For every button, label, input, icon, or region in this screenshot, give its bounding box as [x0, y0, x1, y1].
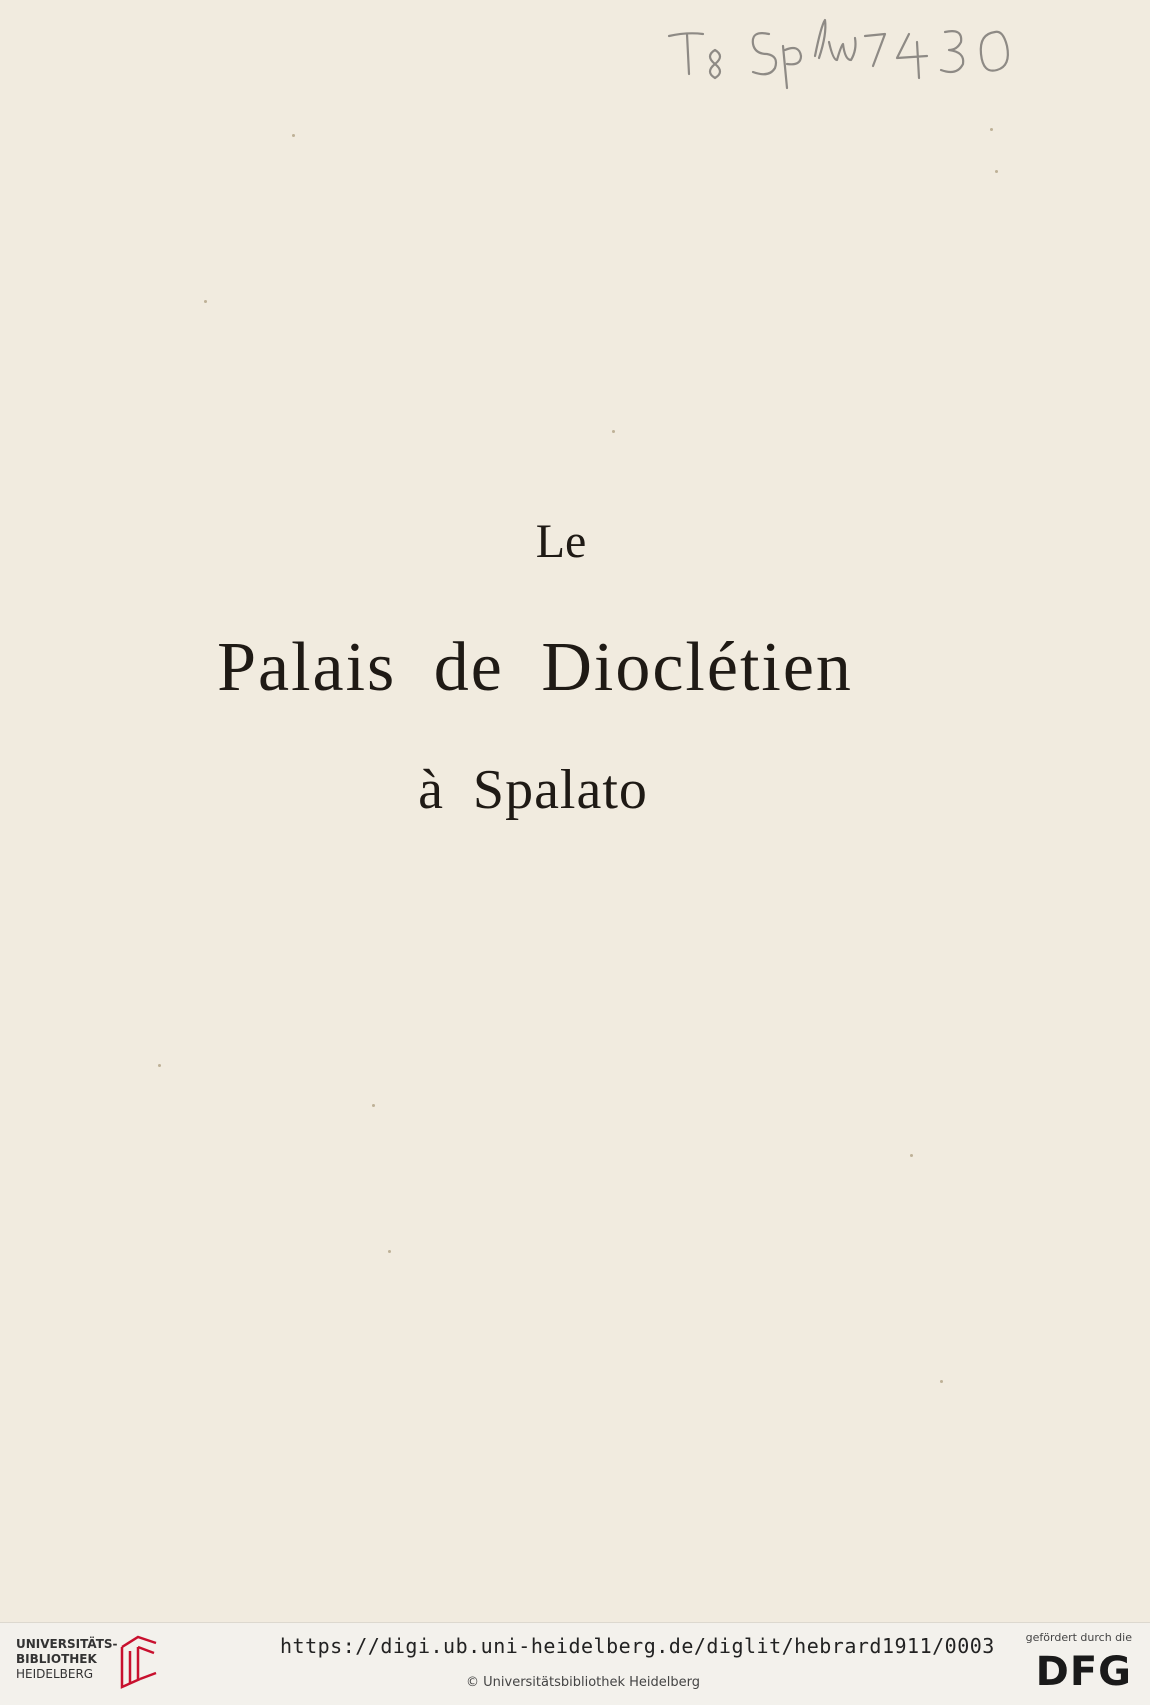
paper-speck — [372, 1104, 375, 1107]
paper-speck — [388, 1250, 391, 1253]
library-name-line2: BIBLIOTHEK — [16, 1652, 97, 1666]
paper-speck — [204, 300, 207, 303]
dfg-funding[interactable] — [1012, 1631, 1132, 1697]
title-sub: à Spalato — [418, 759, 648, 821]
title-main: Palais de Dioclétien — [217, 629, 853, 706]
viewer-footer — [0, 1622, 1150, 1705]
university-library-logo[interactable] — [16, 1633, 166, 1695]
copyright-notice: © Universitätsbibliothek Heidelberg — [466, 1675, 701, 1690]
dfg-logo: DFG — [1035, 1649, 1132, 1695]
paper-speck — [292, 134, 295, 137]
paper-speck — [995, 170, 998, 173]
paper-speck — [910, 1154, 913, 1157]
funded-by-caption: gefördert durch die — [1025, 1631, 1132, 1644]
paper-speck — [990, 128, 993, 131]
library-name-line1: UNIVERSITÄTS- — [16, 1637, 118, 1651]
paper-speck — [158, 1064, 161, 1067]
handwritten-shelfmark — [665, 12, 1105, 102]
paper-speck — [612, 430, 615, 433]
library-name-line3: HEIDELBERG — [16, 1667, 94, 1681]
library-name — [16, 1637, 118, 1682]
page-url-link[interactable]: https://digi.ub.uni-heidelberg.de/diglit/hebrard1911/0003 — [280, 1634, 995, 1658]
title-le: Le — [535, 515, 587, 568]
ub-logo-icon — [116, 1633, 160, 1691]
paper-speck — [940, 1380, 943, 1383]
